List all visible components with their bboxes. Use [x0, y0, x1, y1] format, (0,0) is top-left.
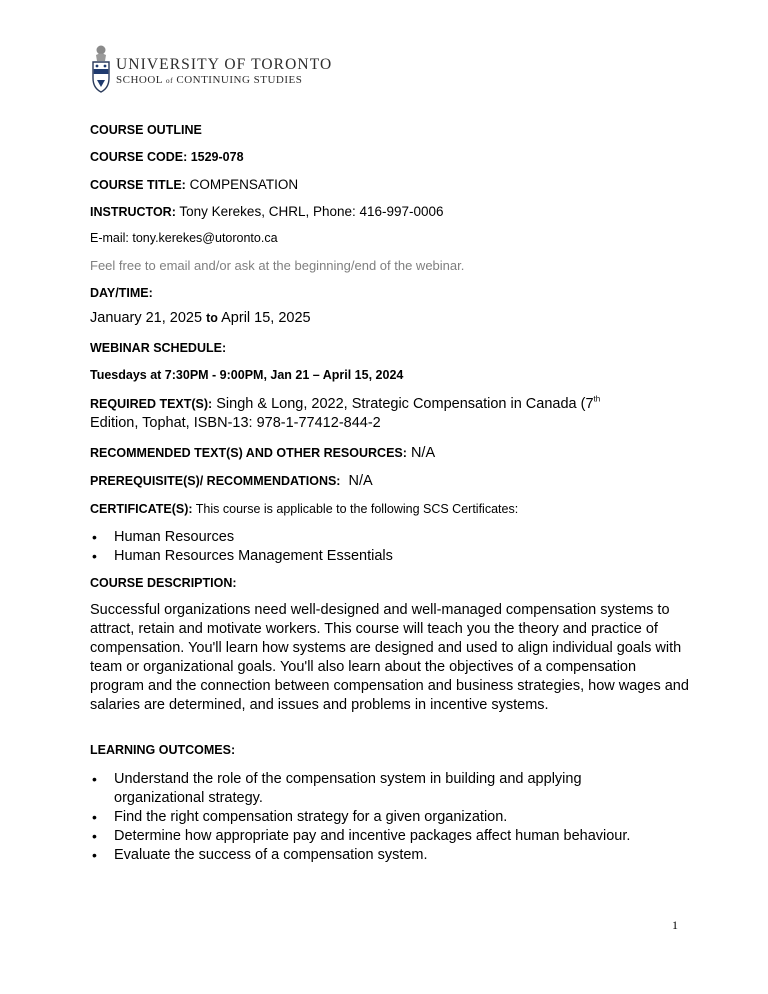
instructor-label: INSTRUCTOR:: [90, 205, 176, 219]
university-logo: [90, 44, 333, 96]
list-item: • Evaluate the success of a compensation system.: [92, 847, 428, 863]
webinar-value: Tuesdays at 7:30PM - 9:00PM, Jan 21 – April 15, 2024: [90, 368, 404, 382]
course-title-value: COMPENSATION: [185, 177, 299, 192]
course-title-row: [90, 176, 298, 194]
required-texts-continued: Edition, Tophat, ISBN-13: 978-1-77412-844-2: [90, 415, 381, 431]
certificate-row: CERTIFICATE(S): This course is applicable to the following SCS Certificates:: [90, 502, 519, 516]
certificate-label: CERTIFICATE(S):: [90, 502, 193, 516]
document-heading: COURSE OUTLINE: [90, 123, 202, 137]
certificate-list: [90, 528, 393, 566]
logo-university-name: UNIVERSITY OF TORONTO: [116, 56, 333, 73]
webinar-label: WEBINAR SCHEDULE:: [90, 341, 227, 355]
daytime-value: January 21, 2025 to April 15, 2025: [90, 310, 311, 326]
logo-school-name: SCHOOL of CONTINUING STUDIES: [116, 74, 303, 86]
crest-icon: [90, 44, 112, 94]
outcomes-label: LEARNING OUTCOMES:: [90, 743, 236, 757]
list-item: • Find the right compensation strategy for a given organization.: [92, 809, 508, 825]
instructor-value: Tony Kerekes, CHRL, Phone: 416-997-0006: [175, 204, 444, 219]
contact-note: Feel free to email and/or ask at the beginning/end of the webinar.: [90, 258, 465, 273]
description-label: COURSE DESCRIPTION:: [90, 576, 237, 590]
page-number: 1: [672, 918, 678, 932]
instructor-email: E-mail: tony.kerekes@utoronto.ca: [90, 231, 278, 245]
recommended-label: RECOMMENDED TEXT(S) AND OTHER RESOURCES:: [90, 446, 407, 460]
list-item: • Determine how appropriate pay and incentive packages affect human behaviour.: [92, 828, 631, 844]
list-item: • Understand the role of the compensation system in building and applying organizational strategy.: [92, 771, 582, 806]
instructor-row: [90, 203, 444, 221]
required-texts-row: REQUIRED TEXT(S): Singh & Long, 2022, Strategic Compensation in Canada (7th: [90, 394, 601, 412]
list-item: • Human Resources: [92, 529, 235, 545]
prerequisite-row: PREREQUISITE(S)/ RECOMMENDATIONS: N/A: [90, 473, 373, 489]
daytime-label: DAY/TIME:: [90, 286, 153, 300]
recommended-row: RECOMMENDED TEXT(S) AND OTHER RESOURCES: N/A: [90, 445, 436, 461]
course-title-label: COURSE TITLE:: [90, 178, 186, 192]
course-description: Successful organizations need well-designed and well-managed compensation systems to attract, retain and motivate workers. This course will teach you the theory and practice of compensation. You'll learn how systems are designed and used to align individual goals with team or organizational goals. You'll also learn about the objectives of a compensation program and the connection between compensation and business strategies, how wages and salaries are determined, and issues and problems in incentive systems.: [90, 602, 689, 713]
prerequisite-label: PREREQUISITE(S)/ RECOMMENDATIONS:: [90, 474, 341, 488]
list-item: • Human Resources Management Essentials: [92, 548, 393, 564]
course-code: COURSE CODE: 1529-078: [90, 150, 244, 164]
outcomes-list: [90, 770, 650, 865]
required-texts-label: REQUIRED TEXT(S):: [90, 397, 213, 411]
